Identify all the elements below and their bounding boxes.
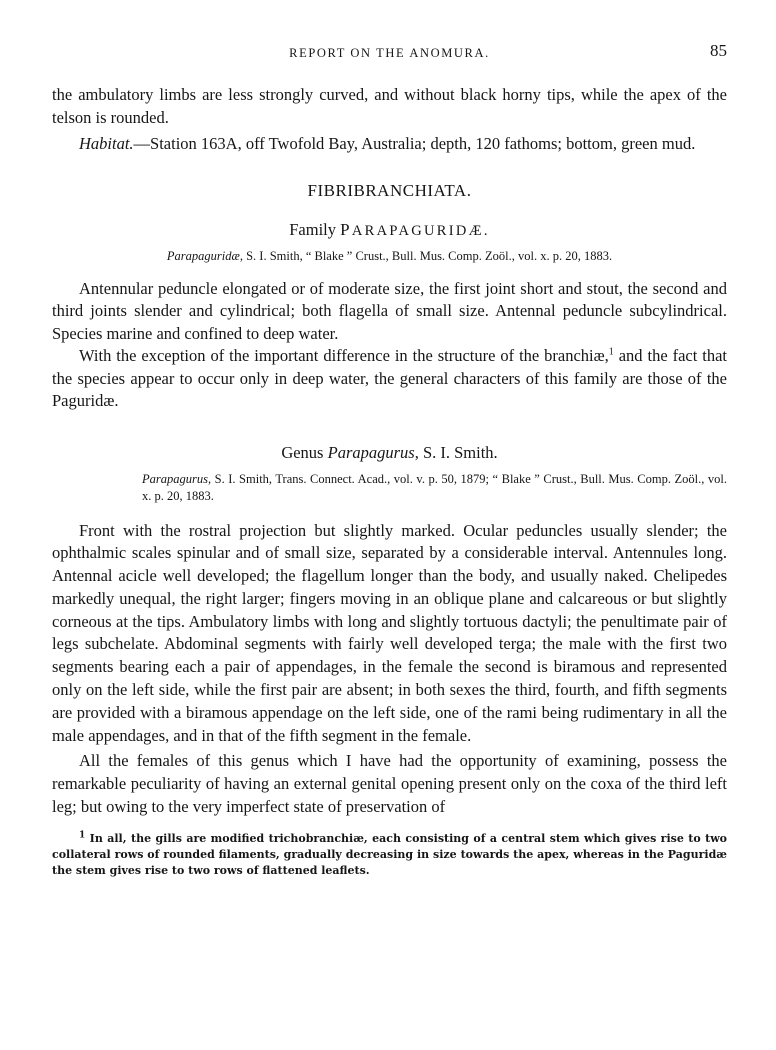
running-title: REPORT ON THE ANOMURA. (289, 46, 490, 60)
family-note (52, 345, 727, 413)
family-name-rest: ARAPAGURIDÆ. (351, 222, 490, 239)
family-heading (52, 220, 727, 240)
section-title: FIBRIBRANCHIATA. (307, 180, 472, 200)
family-name (340, 219, 490, 239)
footnote-ref: 1 (608, 346, 614, 358)
family-note-a: With the exception of the important difference in the structure of the branchiæ, (79, 346, 609, 365)
family-ref-text: S. I. Smith, “ Blake ” Crust., Bull. Mus. Comp. Zoöl., vol. x. p. 20, 1883. (242, 248, 613, 263)
genus-prefix: Genus (281, 442, 328, 462)
family-reference (52, 248, 727, 265)
family-note-b: and the fact that the species appear to occur only in deep water, the general characters of this family are those of the Paguridæ. (52, 346, 727, 410)
genus-heading (52, 443, 727, 463)
habitat-text: —Station 163A, off Twofold Bay, Australia; depth, 120 fathoms; bottom, green mud. (133, 134, 696, 153)
genus-author: , S. I. Smith. (414, 442, 498, 462)
continued-paragraph: the ambulatory limbs are less strongly curved, and without black horny tips, while the apex of the telson is rounded. (52, 85, 727, 127)
page-number: 85 (710, 41, 727, 60)
genus-females-paragraph: All the females of this genus which I have had the opportunity of examining, possess the remarkable peculiarity of having an external genital opening present only on the coxa of the third left leg; but owing to the very imperfect state of preservation of (52, 751, 727, 817)
page (52, 40, 727, 879)
habitat-paragraph (52, 133, 727, 156)
footnote (52, 831, 727, 879)
footnote-text: In all, the gills are modified trichobranchiæ, each consisting of a central stem which gives rise to two collateral rows of rounded filaments, gradually decreasing in size towards the apex, whereas in the Paguridæ the stem gives rise to two rows of flattened leaflets. (52, 831, 727, 877)
genus-reference (142, 471, 727, 505)
genus-name: Parapagurus (327, 442, 415, 462)
genus-description: Front with the rostral projection but slightly marked. Ocular peduncles usually slender; the ophthalmic scales spinular and of small size, separated by a considerable interval. Antennules long. Antennal acicle well developed; the flagellum longer than the body, and usually naked. Chelipedes markedly unequal, the right larger; fingers moving in an oblique plane and calcareous or but slightly corneous at the tips. Ambulatory limbs with long and slightly tortuous dactyli; the penultimate pair of legs subchelate. Abdominal segments with fairly well developed terga; the male with the first two segments bearing each a pair of appendages, in the female the second is biramous and represented only on the left side, while the first pair are absent; in both sexes the third, fourth, and fifth segments are provided with a biramous appendage on the left side, one of the rami being rudimentary in all the male appendages, and in that of the fifth segment in the female. (52, 520, 727, 745)
running-head (52, 40, 727, 70)
family-ref-name: Parapaguridæ, (166, 248, 243, 263)
footnote-mark: 1 (79, 830, 86, 841)
habitat-label: Habitat. (79, 134, 134, 153)
family-name-initial: P (340, 219, 352, 239)
family-description: Antennular peduncle elongated or of moderate size, the first joint short and stout, the second and third joints slender and cylindrical; both flagella of small size. Antennal peduncle subcylindrical. Species marine and confined to deep water. (52, 278, 727, 343)
genus-ref-text: S. I. Smith, Trans. Connect. Acad., vol. v. p. 50, 1879; “ Blake ” Crust., Bull. Mus. Comp. Zoöl., vol. x. p. 20, 1883. (142, 471, 727, 503)
genus-ref-name: Parapagurus, (142, 471, 212, 486)
family-prefix: Family (289, 219, 336, 239)
